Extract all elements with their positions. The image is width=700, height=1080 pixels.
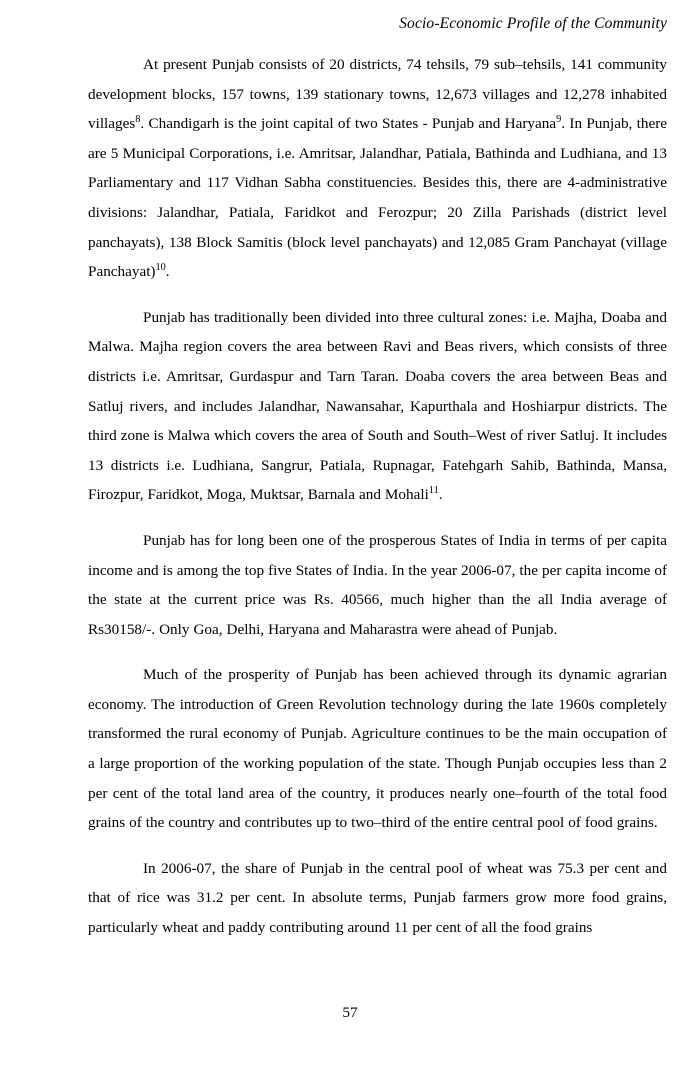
- paragraph-1-text-b: . Chandigarh is the joint capital of two States - Punjab and Haryana: [140, 115, 557, 133]
- paragraph-2-text-b: .: [438, 486, 443, 504]
- page-body: [88, 50, 667, 943]
- paragraph-2-text-a: Punjab has traditionally been divided into three cultural zones: i.e. Majha, Doaba and Malwa. Majha region covers the area between Ravi and Beas rivers, which consists of three districts i.e. Amritsar, Gurdaspur and Tarn Taran. Doaba covers the area between Beas and Satluj rivers, and includes Jalandhar, Nawansahar, Kapurthala and Hoshiarpur districts. The third zone is Malwa which covers the area of South and South–West of river Satluj. It includes 13 districts i.e. Ludhiana, Sangrur, Patiala, Rupnagar, Fatehgarh Sahib, Bathinda, Mansa, Firozpur, Faridkot, Moga, Muktsar, Barnala and Mohali: [88, 308, 667, 504]
- paragraph-1-text-c: . In Punjab, there are 5 Municipal Corporations, i.e. Amritsar, Jalandhar, Patiala, Bathinda and Ludhiana, and 13 Parliamentary and 117 Vidhan Sabha constituencies. Besides this, there are 4-administrative divisions: Jalandhar, Patiala, Faridkot and Ferozpur; 20 Zilla Parishads (district level panchayats), 138 Block Samitis (block level panchayats) and 12,085 Gram Panchayat (village Panchayat): [88, 115, 667, 281]
- footnote-ref-8: 8: [135, 114, 141, 126]
- page-number: 57: [342, 1004, 358, 1021]
- running-header: Socio-Economic Profile of the Community: [399, 15, 667, 32]
- paragraph-5: In 2006-07, the share of Punjab in the central pool of wheat was 75.3 per cent and that of rice was 31.2 per cent. In absolute terms, Punjab farmers grow more food grains, particularly wheat and paddy contributing around 11 per cent of all the food grains: [88, 859, 667, 937]
- paragraph-1-text-a: At present Punjab consists of 20 districts, 74 tehsils, 79 sub–tehsils, 141 community development blocks, 157 towns, 139 stationary towns, 12,673 villages and 12,278 inhabited villages: [88, 56, 667, 133]
- paragraph-2: [88, 303, 667, 510]
- footnote-ref-10: 10: [155, 262, 166, 274]
- paragraph-1: [88, 50, 667, 287]
- footnote-ref-9: 9: [556, 114, 562, 126]
- paragraph-4: Much of the prosperity of Punjab has been achieved through its dynamic agrarian economy. The introduction of Green Revolution technology during the late 1960s completely transformed the rural economy of Punjab. Agriculture continues to be the main occupation of a large proportion of the working population of the state. Though Punjab occupies less than 2 per cent of the total land area of the country, it produces nearly one–fourth of the total food grains of the country and contributes up to two–third of the entire central pool of food grains.: [88, 666, 667, 832]
- paragraph-1-text-d: .: [165, 263, 170, 281]
- footnote-ref-11: 11: [428, 485, 439, 497]
- paragraph-3: Punjab has for long been one of the prosperous States of India in terms of per capita income and is among the top five States of India. In the year 2006-07, the per capita income of the state at the current price was Rs. 40566, much higher than the all India average of Rs30158/-. Only Goa, Delhi, Haryana and Maharastra were ahead of Punjab.: [88, 531, 667, 638]
